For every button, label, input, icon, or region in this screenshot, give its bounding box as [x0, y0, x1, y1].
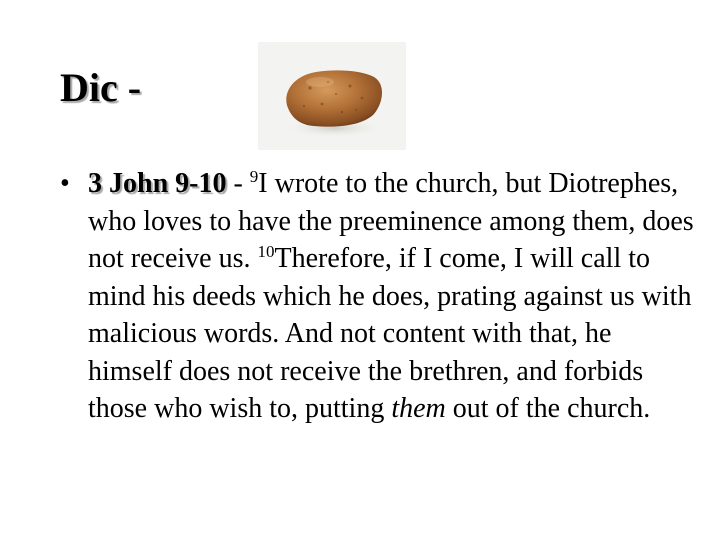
verse-10-emphasis: them	[391, 393, 446, 424]
verse-10-text-before: Therefore, if I come, I will call to mind his deeds which he does, prating against us with malicious words. And not content with that, he himself does not receive the brethren, and forbids those who wish to, putting	[88, 243, 692, 424]
reference-separator: -	[226, 168, 250, 199]
verse-10-number: 10	[257, 242, 275, 261]
potato-illustration	[258, 42, 406, 150]
verse-10-text-after: out of the church.	[445, 393, 651, 424]
slide-title: Dic -	[60, 65, 142, 110]
potato-image	[258, 42, 406, 150]
bullet-dot: •	[60, 168, 70, 199]
scripture-reference: 3 John 9-10	[88, 168, 227, 199]
verse-9-text: I wrote to the church, but Diotrephes, who loves to have the preeminence among them, does not receive us.	[88, 168, 694, 274]
scripture-bullet	[60, 165, 700, 428]
scripture-text	[88, 165, 694, 428]
verse-9-number: 9	[249, 167, 259, 186]
